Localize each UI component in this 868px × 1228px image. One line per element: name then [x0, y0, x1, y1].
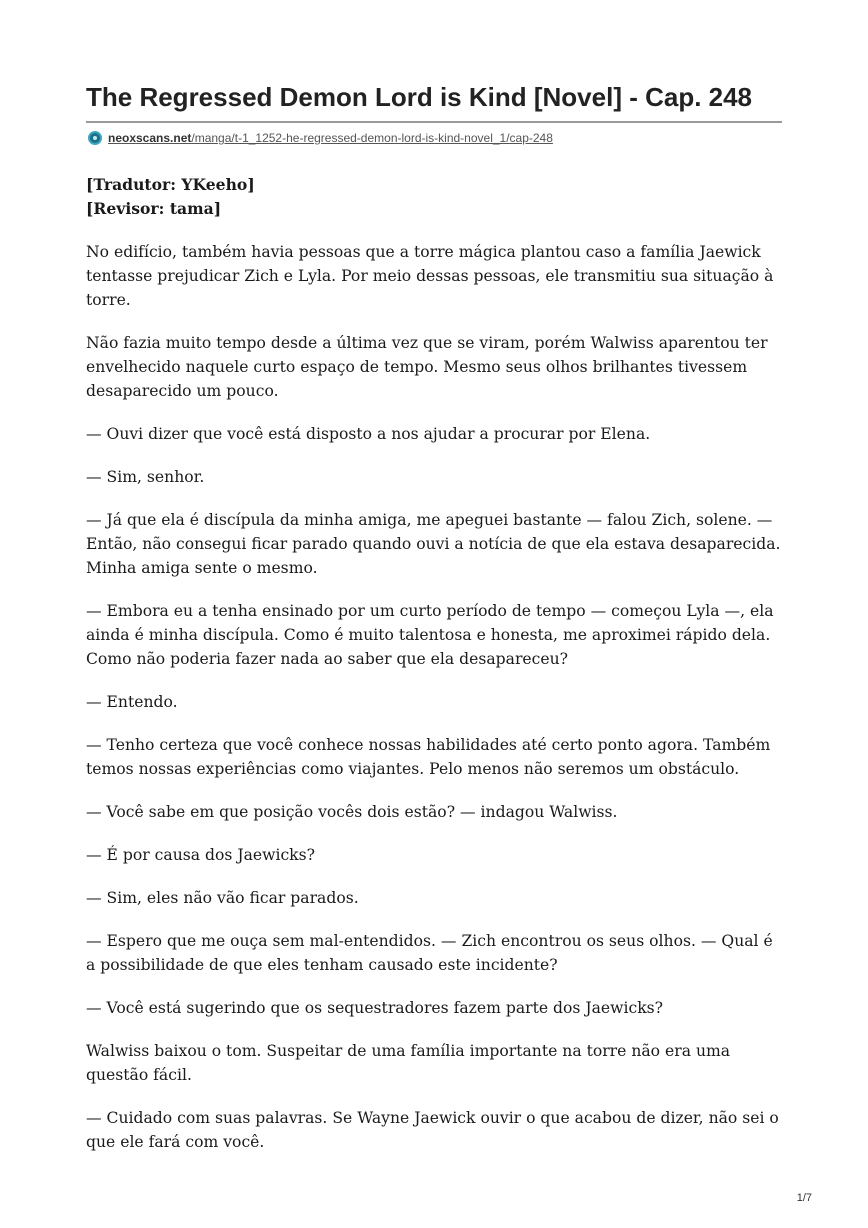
page-title: The Regressed Demon Lord is Kind [Novel] - Cap. 248 [86, 82, 753, 112]
site-favicon-icon [88, 131, 102, 145]
paragraph: — Já que ela é discípula da minha amiga, me apeguei bastante — falou Zich, solene. — Então, não consegui ficar parado quando ouvi a notícia de que ela estava desaparecida. Minha amiga sente o mesmo. [86, 511, 781, 577]
paragraph: — Você sabe em que posição vocês dois estão? — indagou Walwiss. [86, 803, 618, 821]
page-number: 1/7 [796, 1192, 812, 1204]
source-domain[interactable]: neoxscans.net [108, 131, 192, 145]
paragraph: — Tenho certeza que você conhece nossas habilidades até certo ponto agora. Também temos nossas experiências como viajantes. Pelo menos não seremos um obstáculo. [86, 736, 771, 778]
paragraph: — É por causa dos Jaewicks? [86, 846, 315, 864]
source-url[interactable] [88, 129, 553, 147]
credits [86, 173, 786, 221]
paragraph: — Sim, eles não vão ficar parados. [86, 889, 359, 907]
title-divider [86, 121, 782, 123]
source-link[interactable] [108, 131, 553, 145]
paragraph: — Ouvi dizer que você está disposto a nos ajudar a procurar por Elena. [86, 425, 651, 443]
paragraph: Walwiss baixou o tom. Suspeitar de uma família importante na torre não era uma questão fácil. [86, 1042, 731, 1084]
paragraph: — Cuidado com suas palavras. Se Wayne Jaewick ouvir o que acabou de dizer, não sei o que ele fará com você. [86, 1109, 779, 1151]
paragraph: — Entendo. [86, 693, 178, 711]
paragraph: — Embora eu a tenha ensinado por um curto período de tempo — começou Lyla —, ela ainda é minha discípula. Como é muito talentosa e honesta, me aproximei rápido dela. Como não poderia fazer nada ao saber que ela desapareceu? [86, 602, 774, 668]
paragraph: Não fazia muito tempo desde a última vez que se viram, porém Walwiss aparentou ter envelhecido naquele curto espaço de tempo. Mesmo seus olhos brilhantes tivessem desaparecido um pouco. [86, 334, 768, 400]
paragraph: — Espero que me ouça sem mal-entendidos. — Zich encontrou os seus olhos. — Qual é a possibilidade de que eles tenham causado este incidente? [86, 932, 773, 974]
source-path[interactable]: /manga/t-1_1252-he-regressed-demon-lord-is-kind-novel_1/cap-248 [191, 131, 553, 145]
paragraph: — Sim, senhor. [86, 468, 205, 486]
chapter-content [86, 173, 786, 1173]
paragraph: — Você está sugerindo que os sequestradores fazem parte dos Jaewicks? [86, 999, 664, 1017]
translator-credit: [Tradutor: YKeeho] [86, 175, 255, 194]
paragraph: No edifício, também havia pessoas que a torre mágica plantou caso a família Jaewick tentasse prejudicar Zich e Lyla. Por meio dessas pessoas, ele transmitiu sua situação à torre. [86, 243, 774, 309]
reviewer-credit: [Revisor: tama] [86, 199, 222, 218]
